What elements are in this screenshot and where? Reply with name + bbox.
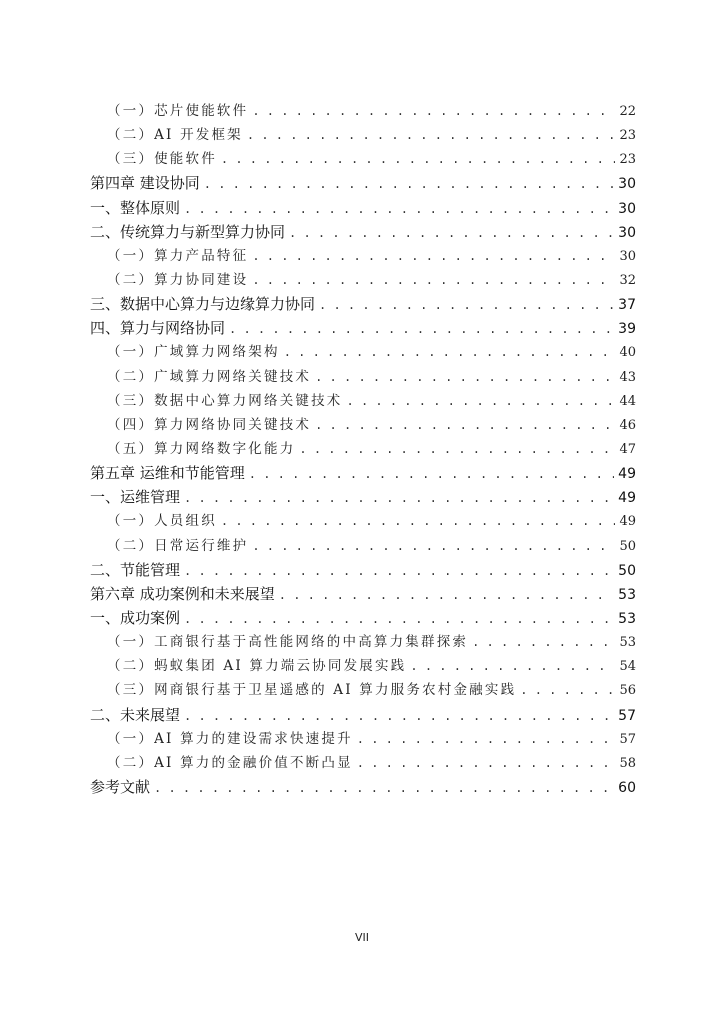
dot-leader xyxy=(154,776,614,800)
toc-entry-page: 49 xyxy=(618,466,636,483)
toc-entry-page: 49 xyxy=(618,490,636,507)
toc-entry[interactable] xyxy=(90,678,636,702)
toc-entry-title: 第六章 成功案例和未来展望 xyxy=(90,584,275,603)
toc-entry-title: 一、运维管理 xyxy=(90,488,181,507)
toc-entry-title: （五）算力网络数字化能力 xyxy=(107,440,296,457)
toc-entry-title: 二、节能管理 xyxy=(90,560,181,579)
dot-leader xyxy=(472,630,615,654)
toc-entry-title: （二）广域算力网络关键技术 xyxy=(107,368,312,385)
table-of-contents xyxy=(90,99,636,799)
toc-entry[interactable] xyxy=(90,509,636,533)
toc-entry-title: （二）AI 算力的金融价值不断凸显 xyxy=(107,754,353,771)
toc-entry-page: 49 xyxy=(619,514,636,530)
dot-leader xyxy=(184,607,614,631)
toc-entry-page: 57 xyxy=(618,707,636,724)
toc-entry-page: 53 xyxy=(619,635,636,651)
toc-entry[interactable] xyxy=(90,582,636,606)
toc-entry-page: 44 xyxy=(619,393,636,409)
page-number: VII xyxy=(354,931,369,944)
toc-entry-title: 三、数据中心算力与边缘算力协同 xyxy=(90,295,316,314)
toc-entry-page: 30 xyxy=(618,176,636,193)
toc-entry-page: 39 xyxy=(618,321,636,338)
toc-entry[interactable] xyxy=(90,703,636,727)
toc-entry[interactable] xyxy=(90,534,636,558)
dot-leader xyxy=(315,413,615,437)
toc-entry-title: （二）蚂蚁集团 AI 算力端云协同发展实践 xyxy=(107,658,407,675)
toc-entry-page: 23 xyxy=(619,152,636,168)
dot-leader xyxy=(279,583,614,607)
dot-leader xyxy=(289,221,614,245)
toc-entry-title: （一）人员组织 xyxy=(107,513,217,530)
toc-entry-title: （二）算力协同建设 xyxy=(107,271,249,288)
toc-entry[interactable] xyxy=(90,171,636,195)
dot-leader xyxy=(221,147,616,171)
toc-entry-title: 二、传统算力与新型算力协同 xyxy=(90,222,286,241)
dot-leader xyxy=(299,437,615,461)
toc-entry-title: 二、未来展望 xyxy=(90,705,181,724)
toc-entry[interactable] xyxy=(90,606,636,630)
toc-entry[interactable] xyxy=(90,558,636,582)
toc-entry-title: （一）AI 算力的建设需求快速提升 xyxy=(107,730,353,747)
toc-entry[interactable] xyxy=(90,365,636,389)
toc-entry-page: 50 xyxy=(618,562,636,579)
toc-entry-title: （三）使能软件 xyxy=(107,151,217,168)
dot-leader xyxy=(247,123,616,147)
toc-entry[interactable] xyxy=(90,99,636,123)
toc-entry[interactable] xyxy=(90,316,636,340)
toc-entry[interactable] xyxy=(90,123,636,147)
toc-entry[interactable] xyxy=(90,461,636,485)
toc-entry[interactable] xyxy=(90,244,636,268)
dot-leader xyxy=(284,340,616,364)
toc-entry[interactable] xyxy=(90,147,636,171)
toc-entry-title: （一）广域算力网络架构 xyxy=(107,344,280,361)
toc-entry-title: 第四章 建设协同 xyxy=(90,174,200,193)
dot-leader xyxy=(252,244,615,268)
toc-entry-page: 37 xyxy=(618,297,636,314)
dot-leader xyxy=(184,704,614,728)
toc-entry-page: 30 xyxy=(618,200,636,217)
toc-entry-title: （四）算力网络协同关键技术 xyxy=(107,416,312,433)
toc-entry-title: 四、算力与网络协同 xyxy=(90,319,226,338)
toc-entry-page: 53 xyxy=(618,610,636,627)
dot-leader xyxy=(319,293,614,317)
toc-entry[interactable] xyxy=(90,751,636,775)
toc-entry-title: （一）算力产品特征 xyxy=(107,247,249,264)
dot-leader xyxy=(184,559,614,583)
toc-entry-page: 56 xyxy=(619,683,636,699)
toc-entry-page: 54 xyxy=(619,659,636,675)
dot-leader xyxy=(410,654,615,678)
toc-entry-page: 53 xyxy=(618,586,636,603)
toc-entry-page: 22 xyxy=(619,104,636,119)
dot-leader xyxy=(249,462,614,486)
toc-entry[interactable] xyxy=(90,727,636,751)
toc-entry[interactable] xyxy=(90,196,636,220)
toc-entry-title: （二）AI 开发框架 xyxy=(107,127,243,144)
toc-entry[interactable] xyxy=(90,268,636,292)
toc-entry-page: 58 xyxy=(619,755,636,771)
dot-leader xyxy=(520,678,615,702)
dot-leader xyxy=(204,172,614,196)
toc-entry-title: （一）工商银行基于高性能网络的中高算力集群探索 xyxy=(107,634,469,651)
dot-leader xyxy=(357,727,616,751)
dot-leader xyxy=(184,197,614,221)
dot-leader xyxy=(315,365,615,389)
toc-entry[interactable] xyxy=(90,292,636,316)
toc-entry[interactable] xyxy=(90,775,636,799)
toc-entry-title: 一、成功案例 xyxy=(90,608,181,627)
toc-entry[interactable] xyxy=(90,220,636,244)
dot-leader xyxy=(221,509,616,533)
toc-entry-page: 50 xyxy=(619,538,636,554)
toc-entry-title: 参考文献 xyxy=(90,777,151,796)
toc-entry-title: （三）网商银行基于卫星遥感的 AI 算力服务农村金融实践 xyxy=(107,682,517,699)
toc-entry-page: 46 xyxy=(619,417,636,433)
toc-entry-page: 30 xyxy=(618,224,636,241)
dot-leader xyxy=(252,268,615,292)
dot-leader xyxy=(252,99,615,123)
toc-entry-page: 30 xyxy=(619,248,636,264)
toc-entry[interactable] xyxy=(90,437,636,461)
toc-entry-page: 57 xyxy=(619,731,636,747)
dot-leader xyxy=(252,534,615,558)
toc-entry[interactable] xyxy=(90,389,636,413)
dot-leader xyxy=(229,317,614,341)
toc-entry-page: 23 xyxy=(619,128,636,144)
toc-entry-title: 一、整体原则 xyxy=(90,198,181,217)
toc-entry[interactable] xyxy=(90,413,636,437)
toc-entry-page: 60 xyxy=(618,779,636,796)
toc-entry[interactable] xyxy=(90,630,636,654)
dot-leader xyxy=(347,389,616,413)
toc-entry-page: 40 xyxy=(619,345,636,361)
toc-entry-title: （三）数据中心算力网络关键技术 xyxy=(107,392,343,409)
toc-entry-page: 43 xyxy=(619,369,636,385)
toc-entry[interactable] xyxy=(90,654,636,678)
dot-leader xyxy=(184,486,614,510)
toc-entry-page: 47 xyxy=(619,441,636,457)
toc-entry[interactable] xyxy=(90,485,636,509)
toc-entry-title: （二）日常运行维护 xyxy=(107,537,249,554)
toc-entry-title: 第五章 运维和节能管理 xyxy=(90,464,245,483)
dot-leader xyxy=(357,751,616,775)
toc-entry[interactable] xyxy=(90,340,636,364)
toc-entry-page: 32 xyxy=(619,272,636,288)
toc-entry-title: （一）芯片使能软件 xyxy=(107,103,249,119)
